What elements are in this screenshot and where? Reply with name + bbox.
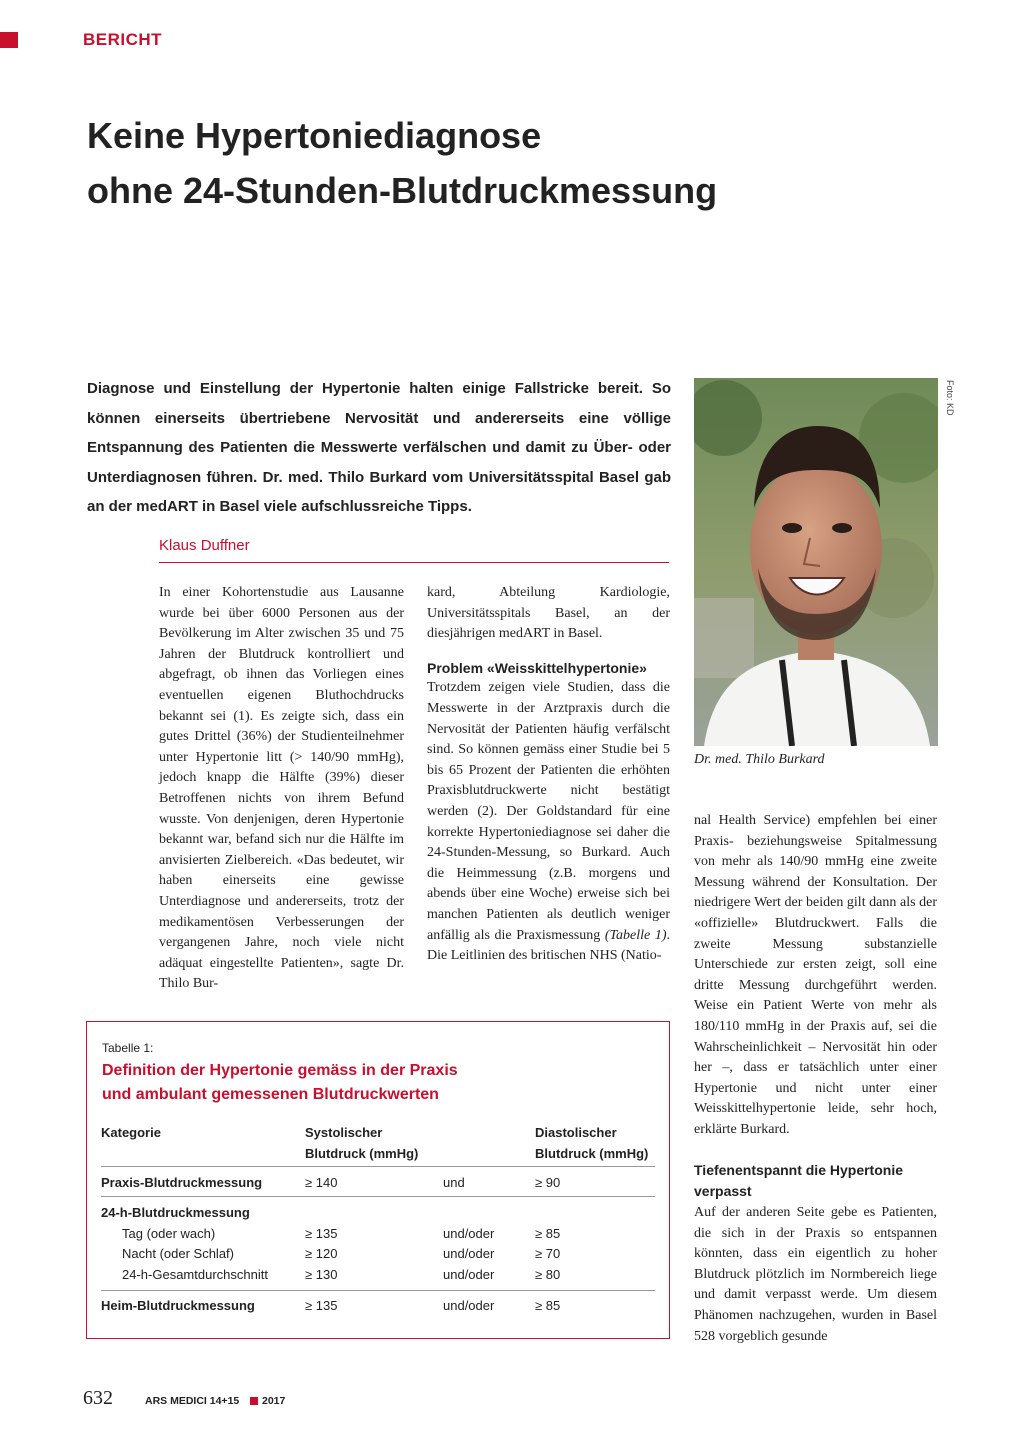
table-cell-category: Praxis-Blutdruckmessung [101,1175,263,1190]
article-title [87,108,807,218]
column-header-diastolic [535,1122,648,1164]
table-cell-category: 24-h-Blutdruckmessung [101,1205,250,1220]
header-line: Blutdruck (mmHg) [535,1146,649,1161]
header-line: Diastolischer [535,1125,617,1140]
column-header-kategorie: Kategorie [101,1125,161,1140]
table-cell-conjunction: und/oder [443,1246,495,1261]
body-paragraph: nal Health Service) empfehlen bei einer Praxis- beziehungsweise Spitalmessung von mehr als 140/90 mmHg eine zweite Messung während der Konsultation. Der niedrigere Wert der beiden gilt dann als der «offizielle» Blutdruckwert. Falls die zweite Messung substanzielle Unterschiede zur ersten zeigt, soll eine dritte Messung durchgeführt werden. Weise ein Patient Werte von mehr als 180/110 mmHg in der Praxis auf, sei die Wahrscheinlichkeit – Nervosität hin oder her –, dass er tatsächlich unter einer Hypertonie und nicht unter einer Weisskittelhypertonie leide, sehr hoch, erklärte Burkard. [694,813,937,1137]
table-cell-systolic: ≥ 120 [305,1246,338,1261]
header-line: Systolischer [305,1125,383,1140]
header-line: Blutdruck (mmHg) [305,1146,419,1161]
table-cell-diastolic: ≥ 80 [535,1267,561,1282]
table-reference: (Tabelle 1) [604,927,667,943]
table-cell-systolic: ≥ 135 [305,1226,338,1241]
body-column-4 [694,1203,937,1347]
table-cell-category: Heim-Blutdruckmessung [101,1298,255,1313]
table-cell-category: Nacht (oder Schlaf) [122,1246,234,1261]
table-cell-conjunction: und [443,1175,465,1190]
table-rule [101,1166,655,1167]
article-author: Klaus Duffner [159,537,250,554]
table-rule [101,1290,655,1291]
body-paragraph [427,678,670,966]
table-cell-conjunction: und/oder [443,1267,495,1282]
table-cell-conjunction: und/oder [443,1226,495,1241]
body-paragraph: kard, Abteilung Kardiologie, Universitätsspitals Basel, an der diesjährigen medART in Basel. [427,585,670,642]
table-cell-category: 24-h-Gesamtdurchschnitt [122,1267,268,1282]
paragraph-text: . Die Leitlinien des britischen NHS (Natio- [427,927,670,964]
article-lead: Diagnose und Einstellung der Hypertonie halten einige Fallstricke bereit. So können einerseits übertriebene Nervosität und andererseits eine völlige Entspannung des Patienten die Messwerte verfälschen und damit zu Über- oder Unterdiagnosen führen. Dr. med. Thilo Burkard vom Universitätsspital Basel gab an der medART in Basel viele aufschlussreiche Tipps. [87,380,671,515]
column-header-systolic [305,1122,418,1164]
table-rule [101,1196,655,1197]
table-cell-systolic: ≥ 135 [305,1298,338,1313]
body-column-1 [159,583,404,995]
body-paragraph: Auf der anderen Seite gebe es Patienten, die sich in der Praxis so entspannen könnten, dass ein eigentlich zu hoher Blutdruck plötzlich im Normbereich liege und damit verpasst werde. Um diesem Phänomen nachzugehen, wurden in Basel 528 vorgeblich gesunde [694,1205,937,1344]
section-label: BERICHT [83,30,163,49]
body-paragraph: In einer Kohortenstudie aus Lausanne wurde bei über 6000 Personen aus der Bevölkerung im Alter zwischen 35 und 75 Jahren der Blutdruck kontrolliert und abgefragt, ob ihnen das Vorliegen eines eventuellen eigenen Bluthochdrucks bekannt sei (1). Es zeigte sich, dass ein gutes Drittel (36%) der Studienteilnehmer unter Hypertonie litt (> 140/90 mmHg), jedoch knapp die Hälfte (39%) dieser Betroffenen nichts von ihrem Befund wusste. Von denjenigen, deren Hypertonie bekannt war, befand sich nur die Hälfte im anvisierten Zielbereich. «Das bedeutet, wir haben einerseits eine gewisse Unterdiagnose und andererseits, trotz der medikamentösen Verbesserungen der vergangenen Jahre, noch viele nicht adäquat eingestellte Patienten», sagte Dr. Thilo Bur- [159,585,404,992]
table-cell-diastolic: ≥ 70 [535,1246,561,1261]
table-cell-systolic: ≥ 140 [305,1175,338,1190]
table-title-line-1: Definition der Hypertonie gemäss in der Praxis [102,1062,458,1079]
photo-credit: Foto: KD [945,380,955,416]
portrait-photo [694,378,938,746]
footer-marker [250,1397,258,1405]
table-cell-diastolic: ≥ 90 [535,1175,561,1190]
paragraph-text: Trotzdem zeigen viele Studien, dass die Messwerte in der Arztpraxis durch die Nervosität der Patienten häufig verfälscht sind. So können gemäss einer Studie bei 5 bis 65 Prozent der Patienten die erhöhten Praxisblutdruckwerte nicht bestätigt werden (2). Der Goldstandard für eine korrekte Hypertoniediagnose sei daher die 24-Stunden-Messung, so Burkard. Auch die Heimmessung (z.B. morgens und abends über eine Woche) erweise sich bei manchen Patienten als deutlich weniger anfällig als die Praxismessung [427,680,670,943]
subheading-weisskittel: Problem «Weisskittelhypertonie» [427,659,647,676]
table-cell-diastolic: ≥ 85 [535,1298,561,1313]
subheading-tiefenentspannt: Tiefenentspannt die Hypertonie verpasst [694,1162,903,1199]
photo-caption: Dr. med. Thilo Burkard [694,752,825,767]
table-label: Tabelle 1: [102,1041,154,1055]
table-cell-systolic: ≥ 130 [305,1267,338,1282]
body-column-2 [427,583,670,967]
section-marker [0,32,18,48]
table-title-line-2: und ambulant gemessenen Blutdruckwerten [102,1086,439,1103]
portrait-illustration [694,378,938,746]
table-cell-category: Tag (oder wach) [122,1226,216,1241]
journal-year: 2017 [262,1395,286,1407]
author-divider [159,562,669,563]
table-cell-diastolic: ≥ 85 [535,1226,561,1241]
table-title [102,1059,662,1107]
page-number: 632 [83,1387,113,1409]
body-column-3 [694,811,937,1141]
article-title-line-1: Keine Hypertoniediagnose [87,115,542,156]
article-title-line-2: ohne 24-Stunden-Blutdruckmessung [87,170,718,211]
journal-name: ARS MEDICI 14+15 [145,1395,240,1407]
table-cell-conjunction: und/oder [443,1298,495,1313]
